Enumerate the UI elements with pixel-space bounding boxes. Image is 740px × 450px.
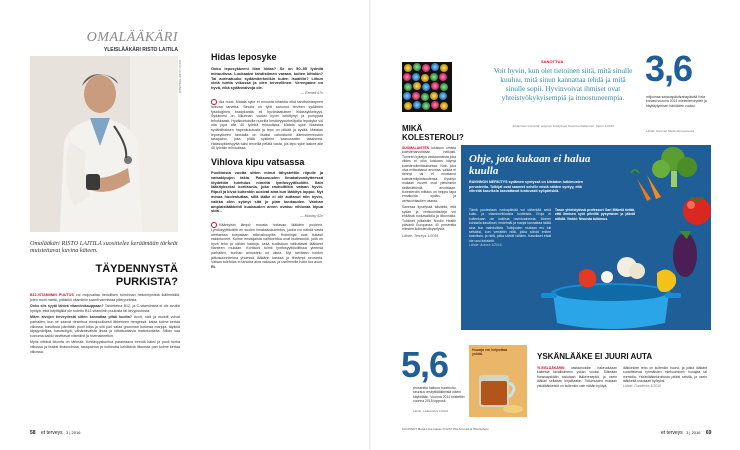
big-number-2: 5,6 — [401, 344, 449, 385]
cough-label: YLEISLÄÄKÄRIN — [537, 366, 565, 370]
big-number-1-source: Lähde: Suomen Mielenterveysseura — [646, 129, 695, 133]
doctor-photo — [30, 56, 178, 232]
quote-source: Johtamisen konsultti, erityisen kehityksen Susanna Rahkonen, Talmo 1/2016 — [512, 124, 614, 128]
feature-box — [461, 145, 711, 330]
cholesterol-title: MIKÄ KOLESTEROLI? — [402, 124, 464, 142]
quote-label: SANOTTUA — [541, 59, 564, 64]
cough-source: Lähde: Duodecim 5/2016 — [623, 383, 661, 388]
beads-icon — [402, 62, 452, 112]
page-number-right: 69 — [705, 430, 712, 436]
cholesterol-source: Lähde: Terveys 1/2016 — [402, 233, 439, 238]
footer-credit: KOONNUT Marja-Liisa Hasse KUVAT Piia Arnould ja iStockphoto — [402, 427, 489, 431]
cough-body-2 — [623, 366, 707, 388]
cough-title: YSKÄNLÄÄKE EI JUURI AUTA — [537, 352, 653, 361]
tea-photo — [469, 345, 527, 417]
feature-body-text: Tämä puolestaan ruokapäivää voi vähentää sekä kuitu- ja vitamiinirikkaista tuotteista. Eroja ei kuitenkaan ole kaikista ravintoaineista. Monen kohdalla kasvikset, hedelmät ja marjat kannattaa lisätä aina kun mahdollista. Tutkijoiden mukaan ero tuli selväksi, kun verrattiin niitä, jotka söivät eniten kasviksia, ja niitä, jotka söivät vähiten. Kasvikset eivät ole uusi keksintö. — [469, 208, 551, 243]
tea-caption: Huuaja voi helpottaa yskää. — [472, 348, 508, 357]
article-title: TÄYDENNYSTÄ PURKISTA? — [95, 263, 178, 288]
doctor-illustration-icon — [30, 56, 178, 232]
right-footer — [661, 430, 711, 436]
answer-2: Avoit, niell ja muistit voivat parhaiten, kun ne saavat riesinhua monipuolisesti liikkeneen hengessä: kalaa kolme kertaa viikossa, kasviksia päivittäin puoli kiloa ja silti pari salaa gramman korkeaa marjoja, täyikkä täysjyväviljaa, kasvisöljyä, vähärasvaista liivaa ja vähäsuolaisia maitotuotteita. Silloin saa kuinuma kaikki tarvittavat vitamiinit ja hivenaineetkin. — [30, 315, 180, 338]
right-page — [371, 0, 740, 450]
feature-body-2: Tarun yhteistyössä professori Sari Mäkelä tietää, että ihmisen syöt pihvillä pysyminen ja jäävät nähdä. Vinkki: Nisuista tutkimus. — [555, 208, 635, 221]
magazine-name-right: et terveys — [661, 430, 683, 436]
cholesterol-text-2: Sanessa kyselyssä käsitellä, että sydän ja verisuonitauteja voi ehkäistä ruokavaliolla ja liikunnalla. Tulokset julkaistiin Nordic Health päivänä Europassa 40 prosenttia miesten kolesterolikyselystä. — [402, 205, 456, 232]
photo-caption — [30, 240, 180, 254]
issue-right: 3 | 2016 — [686, 430, 701, 435]
cough-text-2: lääkkeiden teho on kuitenkin huono, ja jotkut lääkärit suosittelevat ryhmäisien miekuuminen hunajaa tai mentolia. Yskänlääkekiroitusta pitäisi selvitä, ja usein lääkkeitä uskotaan hyötyksi. — [623, 366, 707, 384]
caption-name: Omalääkäri — [30, 240, 60, 247]
column-kicker: OMALÄÄKÄRI — [86, 30, 178, 45]
big-number-1: 3,6 — [645, 48, 693, 89]
feature-title: Ohje, jota kukaan ei halua kuulla — [469, 153, 591, 177]
answer-stomach — [211, 222, 323, 269]
question-slow-pulse: Onko leposykkeeni liian hidas? Se on 50–55 lyöntiä minuutissa. Loukaaksi tahdistimen varaan, koiten kiitokin? Tai aurinatuuko sydämiterkniikin kuten isoäitiin? Liikun vielä tuntia viikossa ja olen terveellinen. Verenpaine on hyvä, eikä sydänvaivoja ole. — [211, 66, 323, 91]
answer-slow-pulse — [211, 99, 323, 151]
column-byline: YLEISLÄÄKÄRI RISTO LAITILA — [103, 47, 178, 53]
feature-body — [469, 208, 551, 248]
big-number-2-text: prosenttia haitoon huomioitu seuraus reseptilääkkeistä oikein käytöllään. Vuonna 2014 toistettiin vuonna 2015 topposti. — [413, 386, 465, 404]
heading-stomach-pain: Vihlova kipu vatsassa — [211, 156, 305, 167]
cholesterol-body — [402, 146, 456, 240]
left-page — [0, 0, 369, 450]
heading-slow-pulse: Hidas leposyke — [211, 52, 277, 62]
big-number-1-text: miljoonaa sairauspäivärahapäivää Kela korvasi vuonna 2014 mielenterveyden ja käyttäytymisen häiriöiden vuoksi. — [646, 95, 707, 108]
signature-1: — Eemeli 67v — [300, 90, 323, 95]
cholesterol-text: lukaisuu omista kolesteriarvoistaan heikosti. Tuoreen kyselyn vastaanneista joka viides ei ollut koskaan käynyt kolesterolimittauksessa. Noin joka oiva mittauttanut arvonsa, vaikka ei tiennyt tai ei muistanut kolesterolipitoisuutensa. Kyselyn mukaan nuoret ovat yleisimmin tietämättömiä arvoistaan. Kolesterolin mittaus on helppo tapa ennakoida sydän- ja verisuonitautien vaaraa. — [402, 146, 456, 203]
quote-text: Voit hyvin, kun olet tietoinen siitä, mitä sinulle kuuluu, mitä sinun kannattaa tehdä ja mitä sinulle sopii. Hyvinvoivat ihmiset ovat yhteistyökykyisempiä ja innostuneempia. — [493, 66, 633, 102]
feature-source: Lähde: Aurora 1/2016 — [469, 243, 502, 248]
beads-photo — [402, 62, 452, 112]
magazine-name-left: et terveys — [40, 430, 63, 436]
answer-1: Tabletteina B12- ja C-vitamiinista ei ole avuille hyötyä, eikä käyttäjällä ole todettu B12-vitamiinin puutosta tai lievypuutosta. — [30, 304, 180, 313]
question-1: Onko siis syytä lähteä vitamiinikauppaan? — [30, 304, 104, 309]
photo-credit: KUVA LAURI TIKKANEN — [178, 60, 182, 94]
left-body — [30, 293, 180, 356]
caption-text: RISTO LAITILA suosittelee keräämään tärkeät muistettavat kuvina käteen. — [30, 240, 178, 255]
answer-3: Myös riittävä liikunta on tärkeää. Kestävyyskuntoa parantaava treeniä kaksi ja puoli tuntia viikossa ja lisäksi lihasvoimaa, tasapainoa ja notkeutta kehittäviä liikuntaa pari kolme kertaa viikossa. — [30, 340, 180, 354]
signature-3: RL — [211, 264, 216, 269]
issue-left: 3 | 2016 — [66, 430, 81, 435]
feature-lead: RAVINNON MERKITYS sydämen syntyssä on kiistaton tutkimusten perusteella. Tutkijat ovat saaneet selville mistä näiden syntyy, että vihreitä kasviksia kasvattavat tuntuvasti syöpäriskiä. — [469, 180, 583, 194]
answer-stomach-text: Kääntyisin lämpö muusta hoitavan lääkärin puoleen. Lymfosyyttikoliitti on suolen limakalvotulehdus, jonka voi nähdä vasta otettaessa koepalaan mikroskoopilla. Hoitolinjat ovat tiukasti vakiintuneet. Kolme ensisijaista vaihtoehtoa ovat budesonidi, jolla on hyvä teho ja vähän haittoja, sekä suolistoon vaikuttavat lääkkeet tilanteen mukaan. Kortisoni tuimii lymfosyyttikoliitissa yleensä parhaiten, kunhan annostelu on oikea. Nyt tarvitaan hoidon jatkosuunnitelma yhdessä lääkärin kanssa ja tiheämpi seuranta. Vatsan tulehdus ei tarkoita aina vakavaa, ja useimmille hoito tuo avun. — [211, 223, 323, 265]
page-number-left: 58 — [30, 430, 36, 436]
signature-2: — Muotsy 62v — [300, 214, 323, 219]
mid-column — [211, 52, 323, 269]
intro-text: voi mojovaltaa tiedollisen toiminnan heikentymistä ikäihmisillä, joten moni miettii, pitäisikö vitamiinin saanti varmistaa pillerpurkista. — [30, 293, 180, 302]
cholesterol-label: SUOMALAISTEN — [402, 146, 430, 150]
question-2: Miten alvojen terveydestä sitten kannattaa pitää huolta? — [30, 315, 132, 320]
question-stomach: Puolitoista vuotta sitten minut tähystettiin riipulle ja vatsakipujen takia. Paksusuolen limakalvonäytteessä löydettiin tulehdus nimeltä lymfosyyttikoliitti. Sain lääkitykseksi kortisonia, joka rauhoittikin vatsan hyvin. Ripuli ja kivut kuitenkin uusivat aina kun lääkitys loppui. Nyt minua huolestuttaa, sillä lääke ei ole auttanut niin hyvin, vaikka olen syönyt sitä jo pian kuukauden. Vanhan ampiaislääkkeidi kuukauden arven ovatsu vihlovaa kipua sidä... — [211, 169, 323, 214]
intro-label: B12-VITAMIININ PUUTOS — [30, 293, 74, 297]
cough-text: vastaanotolle hakeudutaan kaikesta tavallisimmin yskän vuoksi. Sitkeään flunssayskään tosiotaan lääkereseptiä, ja usein lääkäri sellaisen kirjoittaakin. Tutkimusten mukaan yskälääkkeistä on kuitenkin vain vähän hyötyä. — [537, 366, 617, 388]
answer-slow-pulse-text: Ala huoli. Matala syke ei ennusta infarktia eikä tahdistintarpeen tulevaa tarvetta. Sinulla on tyhti sanonut terveen sydämen fysiologinen bradykardia eli hyvänlaatuinen hidassykkeisyys. Sydämesi on liikunnan vuoksi hyvin kehittynyt ja pumppaa tehokkaasti. Hyväkuntoisilla nuorilla kestävyysurheilijoilla lepokyke voi olla jopa alle 40 lyöntiä minuutissa. Matala syke hidastaa sydänlihaksen hapenkulutusta ja lepo on pitkää ja syvää. Matalan leposykkeen taustalla on lisäksi vahvistunut ääreishermoston tasapaino, joka pitää sykkeen kasvussakin tasaisena. Hidassykkeisyyttä tulisi terveillä pelätä vasta, jos lepo syke laskee alle 40 lyöntiin minuutissa. — [211, 99, 323, 151]
big-number-2-source: Lähde: Lääkelaitos 1/2016 — [413, 409, 449, 413]
cough-body-1 — [537, 366, 617, 388]
left-footer — [30, 430, 80, 436]
